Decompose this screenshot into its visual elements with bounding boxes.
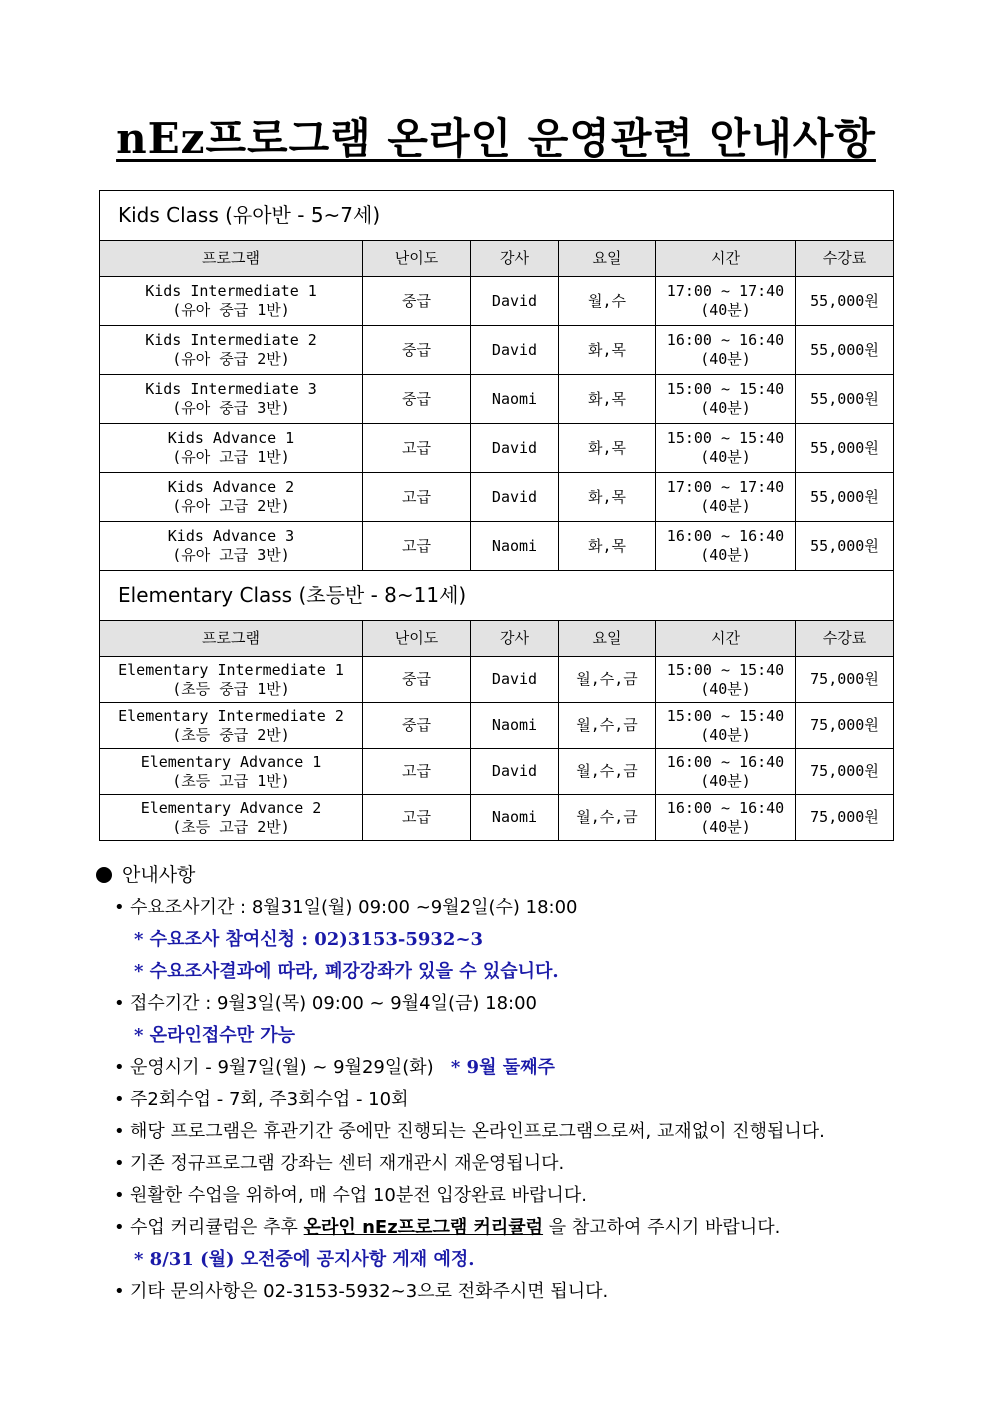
program-subtitle: (유아 고급 2반) xyxy=(172,497,290,515)
days-cell: 화,목 xyxy=(559,375,656,424)
table-row xyxy=(100,473,894,522)
program-subtitle: (초등 고급 2반) xyxy=(172,817,290,836)
program-subtitle: (초등 중급 2반) xyxy=(172,725,290,744)
program-name: Elementary Intermediate 2 xyxy=(118,706,344,725)
duration: (40분) xyxy=(700,497,751,515)
program-name: Kids Intermediate 3 xyxy=(145,380,317,398)
days-cell: 월,수,금 xyxy=(559,795,656,841)
section-title: Elementary Class (초등반 - 8~11세) xyxy=(100,571,894,621)
table-row xyxy=(100,375,894,424)
level-cell: 고급 xyxy=(363,473,471,522)
duration: (40분) xyxy=(700,301,751,319)
table-row xyxy=(100,795,894,841)
level-cell: 중급 xyxy=(363,703,471,749)
duration: (40분) xyxy=(700,817,751,836)
teacher-cell: David xyxy=(471,657,559,703)
program-cell xyxy=(100,375,363,424)
duration: (40분) xyxy=(700,546,751,564)
level-cell: 고급 xyxy=(363,749,471,795)
teacher-cell: David xyxy=(471,473,559,522)
notice-item-enter-early: • 원활한 수업을 위하여, 매 수업 10분전 입장완료 바랍니다. xyxy=(114,1185,587,1206)
duration: (40분) xyxy=(700,350,751,368)
duration: (40분) xyxy=(700,448,751,466)
notice-item-no-textbook: • 해당 프로그램은 휴관기간 중에만 진행되는 온라인프로그램으로써, 교재없이 진행됩니다. xyxy=(114,1121,825,1142)
program-subtitle: (초등 고급 1반) xyxy=(172,771,290,790)
days-cell: 화,목 xyxy=(559,326,656,375)
duration: (40분) xyxy=(700,771,751,790)
teacher-cell: Naomi xyxy=(471,522,559,571)
column-header: 시간 xyxy=(656,621,796,657)
time-cell xyxy=(656,424,796,473)
program-name: Kids Intermediate 2 xyxy=(145,331,317,349)
table-header-row xyxy=(100,241,894,277)
time-cell xyxy=(656,522,796,571)
curriculum-link[interactable]: 온라인 nEz프로그램 커리큘럼 xyxy=(303,1217,544,1238)
table-row xyxy=(100,277,894,326)
notice-item-curriculum: • 수업 커리큘럼은 추후 온라인 nEz프로그램 커리큘럼 을 참고하여 주시기 바랍니다. xyxy=(114,1217,781,1238)
program-cell xyxy=(100,424,363,473)
days-cell: 월,수,금 xyxy=(559,749,656,795)
days-cell: 월,수,금 xyxy=(559,703,656,749)
program-subtitle: (유아 중급 2반) xyxy=(172,350,290,368)
program-cell xyxy=(100,326,363,375)
notice-item-survey-result: * 수요조사결과에 따라, 폐강강좌가 있을 수 있습니다. xyxy=(134,961,559,982)
duration: (40분) xyxy=(700,679,751,698)
teacher-cell: Naomi xyxy=(471,795,559,841)
level-cell: 고급 xyxy=(363,522,471,571)
program-subtitle: (유아 고급 1반) xyxy=(172,448,290,466)
fee-cell: 55,000원 xyxy=(796,277,894,326)
table-row xyxy=(100,424,894,473)
program-name: Elementary Advance 2 xyxy=(140,798,322,817)
section-row-elementary xyxy=(100,571,894,621)
program-cell xyxy=(100,522,363,571)
program-name: Elementary Intermediate 1 xyxy=(118,660,344,679)
level-cell: 중급 xyxy=(363,326,471,375)
table-row xyxy=(100,749,894,795)
table-row xyxy=(100,657,894,703)
level-cell: 중급 xyxy=(363,277,471,326)
time-range: 16:00 ~ 16:40 xyxy=(666,752,785,771)
bullet-dot-icon xyxy=(96,867,112,883)
fee-cell: 55,000원 xyxy=(796,522,894,571)
duration: (40분) xyxy=(700,725,751,744)
days-cell: 월,수,금 xyxy=(559,657,656,703)
class-schedule-table xyxy=(99,190,894,841)
fee-cell: 55,000원 xyxy=(796,326,894,375)
column-header: 강사 xyxy=(471,621,559,657)
program-subtitle: (초등 중급 1반) xyxy=(172,679,290,698)
column-header: 난이도 xyxy=(363,241,471,277)
column-header: 시간 xyxy=(656,241,796,277)
program-name: Kids Advance 1 xyxy=(167,429,295,447)
notice-item-resume: • 기존 정규프로그램 강좌는 센터 재개관시 재운영됩니다. xyxy=(114,1153,565,1174)
column-header: 강사 xyxy=(471,241,559,277)
column-header: 수강료 xyxy=(796,621,894,657)
column-header: 요일 xyxy=(559,241,656,277)
time-range: 15:00 ~ 15:40 xyxy=(666,706,785,725)
level-cell: 중급 xyxy=(363,657,471,703)
column-header: 요일 xyxy=(559,621,656,657)
time-cell xyxy=(656,703,796,749)
notice-heading xyxy=(94,858,954,892)
teacher-cell: David xyxy=(471,749,559,795)
program-name: Kids Advance 2 xyxy=(167,478,295,496)
page-title: nEz프로그램 온라인 운영관련 안내사항 xyxy=(116,114,876,163)
time-cell xyxy=(656,657,796,703)
fee-cell: 55,000원 xyxy=(796,424,894,473)
days-cell: 화,목 xyxy=(559,473,656,522)
section-row-kids xyxy=(100,191,894,241)
notice-item-posting: * 8/31 (월) 오전중에 공지사항 게재 예정. xyxy=(134,1249,475,1270)
notice-item-operation: • 운영시기 - 9월7일(월) ~ 9월29일(화) * 9월 둘째주 xyxy=(114,1057,555,1078)
teacher-cell: David xyxy=(471,424,559,473)
days-cell: 화,목 xyxy=(559,522,656,571)
notice-item-survey-apply: * 수요조사 참여신청 : 02)3153-5932~3 xyxy=(134,929,484,950)
section-title: Kids Class (유아반 - 5~7세) xyxy=(100,191,894,241)
time-cell xyxy=(656,795,796,841)
program-cell xyxy=(100,749,363,795)
time-range: 16:00 ~ 16:40 xyxy=(666,527,785,545)
teacher-cell: David xyxy=(471,326,559,375)
column-header: 난이도 xyxy=(363,621,471,657)
fee-cell: 55,000원 xyxy=(796,473,894,522)
notice-item-survey-period: • 수요조사기간 : 8월31일(월) 09:00 ~9월2일(수) 18:00 xyxy=(114,897,578,918)
column-header: 프로그램 xyxy=(100,241,363,277)
operation-note: * 9월 둘째주 xyxy=(450,1057,555,1078)
time-range: 17:00 ~ 17:40 xyxy=(666,478,785,496)
program-name: Kids Advance 3 xyxy=(167,527,295,545)
time-range: 16:00 ~ 16:40 xyxy=(666,331,785,349)
table-row xyxy=(100,703,894,749)
duration: (40분) xyxy=(700,399,751,417)
time-cell xyxy=(656,326,796,375)
program-name: Elementary Advance 1 xyxy=(140,752,322,771)
fee-cell: 55,000원 xyxy=(796,375,894,424)
time-cell xyxy=(656,277,796,326)
days-cell: 월,수 xyxy=(559,277,656,326)
time-cell xyxy=(656,749,796,795)
table-row xyxy=(100,522,894,571)
level-cell: 고급 xyxy=(363,424,471,473)
program-cell xyxy=(100,795,363,841)
notice-item-sessions: • 주2회수업 - 7회, 주3회수업 - 10회 xyxy=(114,1089,409,1110)
notice-item-reception: • 접수기간 : 9월3일(목) 09:00 ~ 9월4일(금) 18:00 xyxy=(114,993,537,1014)
notice-item-inquiry: • 기타 문의사항은 02-3153-5932~3으로 전화주시면 됩니다. xyxy=(114,1281,609,1302)
fee-cell: 75,000원 xyxy=(796,703,894,749)
fee-cell: 75,000원 xyxy=(796,657,894,703)
program-subtitle: (유아 중급 3반) xyxy=(172,399,290,417)
column-header: 수강료 xyxy=(796,241,894,277)
program-cell xyxy=(100,703,363,749)
column-header: 프로그램 xyxy=(100,621,363,657)
notice-section xyxy=(94,858,954,1308)
program-cell xyxy=(100,473,363,522)
time-range: 17:00 ~ 17:40 xyxy=(666,282,785,300)
teacher-cell: Naomi xyxy=(471,703,559,749)
program-cell xyxy=(100,657,363,703)
program-subtitle: (유아 중급 1반) xyxy=(172,301,290,319)
level-cell: 고급 xyxy=(363,795,471,841)
level-cell: 중급 xyxy=(363,375,471,424)
time-range: 15:00 ~ 15:40 xyxy=(666,660,785,679)
program-cell xyxy=(100,277,363,326)
program-name: Kids Intermediate 1 xyxy=(145,282,317,300)
time-cell xyxy=(656,473,796,522)
table-row xyxy=(100,326,894,375)
teacher-cell: David xyxy=(471,277,559,326)
notice-item-online-only: * 온라인접수만 가능 xyxy=(134,1025,296,1046)
time-cell xyxy=(656,375,796,424)
notice-heading-text: 안내사항 xyxy=(122,864,196,886)
time-range: 16:00 ~ 16:40 xyxy=(666,798,785,817)
time-range: 15:00 ~ 15:40 xyxy=(666,429,785,447)
table-header-row xyxy=(100,621,894,657)
program-subtitle: (유아 고급 3반) xyxy=(172,546,290,564)
time-range: 15:00 ~ 15:40 xyxy=(666,380,785,398)
days-cell: 화,목 xyxy=(559,424,656,473)
fee-cell: 75,000원 xyxy=(796,795,894,841)
fee-cell: 75,000원 xyxy=(796,749,894,795)
teacher-cell: Naomi xyxy=(471,375,559,424)
